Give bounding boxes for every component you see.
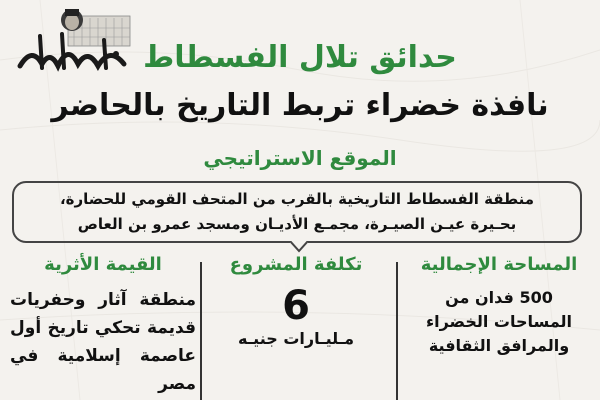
heritage-line-2: قديمة تحكي تاريخ أول xyxy=(10,318,196,338)
heritage-column xyxy=(10,252,196,400)
heritage-line-3: عاصمة إسلامية في xyxy=(10,346,196,366)
heritage-line-1: منطقة آثار وحفريات xyxy=(10,290,196,310)
location-line-1: منطقة الفسطاط التاريخية بالقرب من المتحف القومي للحضارة، xyxy=(59,190,535,208)
location-heading: الموقع الاستراتيجي xyxy=(203,146,397,170)
facts-columns xyxy=(0,252,600,400)
heritage-body xyxy=(10,286,196,398)
cost-column xyxy=(206,252,386,400)
area-line-1: 500 فدان من xyxy=(445,288,553,307)
heritage-heading: القيمة الأثرية xyxy=(44,254,162,275)
page-subtitle: نافذة خضراء تربط التاريخ بالحاضر xyxy=(51,88,549,123)
heritage-line-4: مصر xyxy=(158,374,196,394)
cost-heading: تكلفة المشروع xyxy=(229,254,363,275)
area-body xyxy=(404,286,594,358)
page-title: حدائق تلال الفسطاط xyxy=(143,40,457,75)
location-box-pointer xyxy=(290,238,308,250)
area-heading: المساحة الإجمالية xyxy=(420,254,578,275)
location-box xyxy=(12,181,582,243)
location-line-2: بحـيرة عيـن الصيـرة، مجمـع الأديـان ومسجد عمرو بن العاص xyxy=(77,215,517,233)
column-divider xyxy=(200,262,202,400)
area-line-3: والمرافق الثقافية xyxy=(428,336,570,355)
column-divider xyxy=(396,262,398,400)
cost-value: 6 xyxy=(282,283,310,329)
area-column xyxy=(404,252,594,400)
cost-unit: مـليـارات جنيـه xyxy=(237,329,355,348)
area-line-2: المساحات الخضراء xyxy=(425,312,573,331)
